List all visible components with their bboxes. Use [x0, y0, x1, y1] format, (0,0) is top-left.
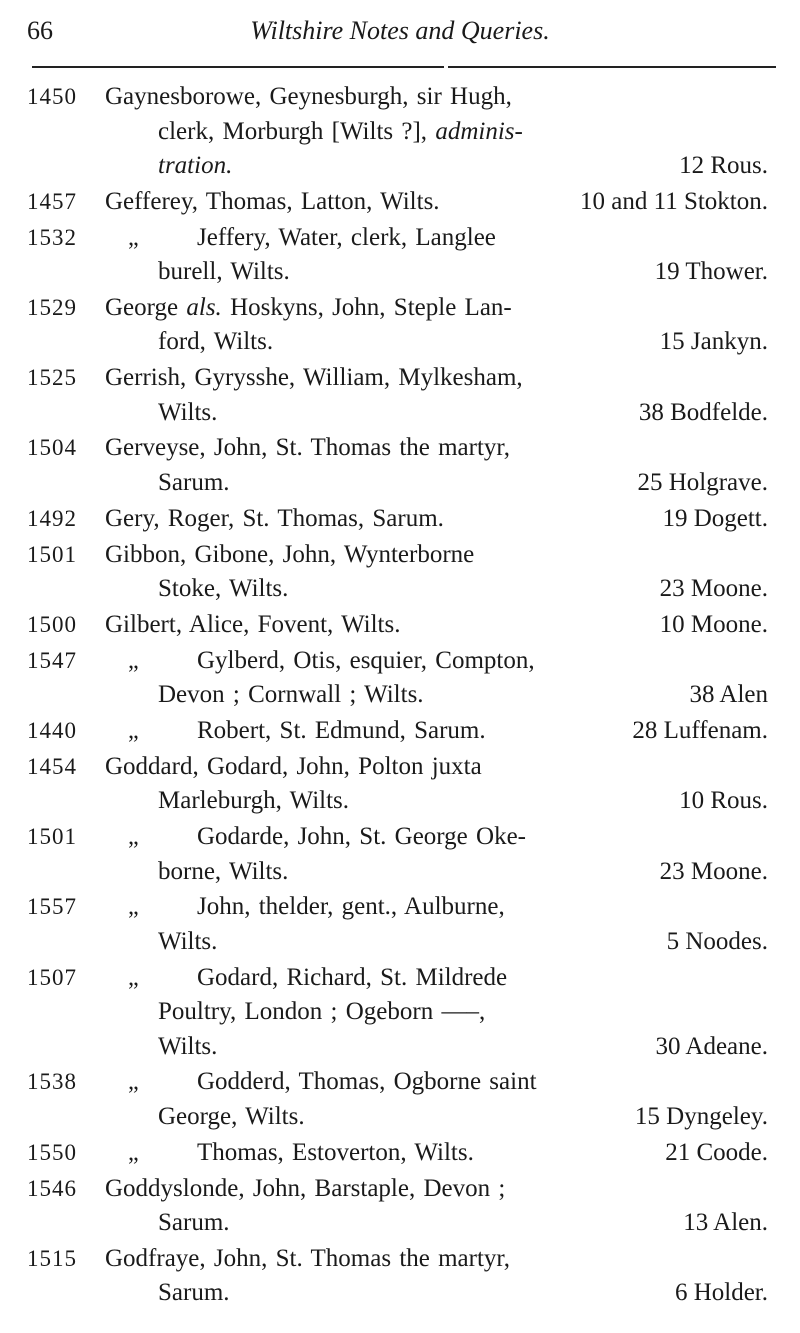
entry-year: 1529: [27, 294, 77, 320]
text-segment: Thomas, Estoverton, Wilts.: [197, 1138, 474, 1166]
entry-text: [105, 80, 512, 115]
list-item: [0, 291, 800, 360]
entry-line: [0, 714, 800, 749]
text-segment: Sarum.: [158, 1279, 230, 1307]
entry-year: 1500: [27, 611, 77, 637]
text-segment: Goddyslonde, John, Barstaple, Devon ;: [105, 1174, 506, 1202]
list-item: [0, 185, 800, 220]
entry-year: 1547: [27, 647, 77, 673]
entry-year: 1501: [27, 824, 77, 850]
entry-text: [158, 115, 523, 150]
list-item: [0, 1242, 800, 1311]
entry-text: [105, 502, 444, 537]
entry-line: [0, 644, 800, 679]
entry-line: [0, 185, 800, 220]
entry-text: [158, 855, 288, 890]
text-segment: Godderd, Thomas, Ogborne saint: [197, 1068, 537, 1096]
entry-line: [0, 538, 800, 573]
italic-text-segment: als.: [186, 293, 222, 321]
entry-year: 1550: [27, 1139, 77, 1165]
text-segment: Godarde, John, St. George Oke-: [197, 823, 526, 851]
entry-text: [105, 538, 474, 573]
will-entries-list: [0, 80, 800, 1312]
text-segment: Robert, St. Edmund, Sarum.: [197, 716, 486, 744]
entry-line: [0, 361, 800, 396]
register-reference: 15 Jankyn.: [659, 328, 768, 356]
entry-line: [0, 1136, 800, 1171]
register-reference: 15 Dyngeley.: [634, 1102, 768, 1130]
entry-year: 1504: [27, 435, 77, 461]
text-segment: Wilts.: [158, 927, 218, 955]
entry-year: 1492: [27, 505, 77, 531]
list-item: [0, 538, 800, 607]
entry-text: [105, 1172, 505, 1207]
text-segment: John, thelder, gent., Aulburne,: [197, 893, 505, 921]
entry-line: [0, 396, 800, 431]
text-segment: Gery, Roger, St. Thomas, Sarum.: [105, 504, 444, 532]
entry-line: [0, 149, 800, 184]
entry-year: 1525: [27, 365, 77, 391]
register-reference: 38 Bodfelde.: [638, 398, 768, 426]
list-item: [0, 820, 800, 889]
entry-line: [0, 890, 800, 925]
entry-line: [0, 466, 800, 501]
entry-text: [158, 572, 288, 607]
entry-year: 1515: [27, 1245, 77, 1271]
entry-text: [158, 1276, 230, 1311]
entry-line: [0, 325, 800, 360]
entry-text: [105, 185, 440, 220]
entry-line: [0, 750, 800, 785]
page-number: 66: [27, 16, 53, 45]
text-segment: ford, Wilts.: [158, 328, 274, 356]
entry-line: [0, 925, 800, 960]
entry-year: 1501: [27, 541, 77, 567]
entry-line: [0, 1030, 800, 1065]
list-item: [0, 80, 800, 184]
entry-year: 1440: [27, 717, 77, 743]
entry-text: [158, 396, 217, 431]
register-reference: 10 and 11 Stokton.: [580, 187, 768, 215]
list-item: [0, 714, 800, 749]
entry-line: [0, 1065, 800, 1100]
list-item: [0, 890, 800, 959]
entry-text: [158, 784, 349, 819]
text-segment: Gylberd, Otis, esquier, Compton,: [197, 646, 535, 674]
entry-text: [158, 1030, 217, 1065]
ditto-mark: „: [128, 717, 139, 744]
text-segment: Wilts.: [158, 398, 218, 426]
entry-line: [0, 820, 800, 855]
entry-line: [0, 255, 800, 290]
register-reference: 19 Thower.: [654, 258, 768, 286]
ditto-mark: „: [128, 824, 139, 851]
entry-line: [0, 855, 800, 890]
list-item: [0, 1136, 800, 1171]
header-rule-left: [32, 66, 444, 68]
text-segment: George, Wilts.: [158, 1102, 305, 1130]
entry-line: [0, 784, 800, 819]
text-segment: Gefferey, Thomas, Latton, Wilts.: [105, 187, 440, 215]
register-reference: 38 Alen: [689, 681, 768, 709]
entry-text: [158, 325, 273, 360]
register-reference: 21 Coode.: [665, 1138, 768, 1166]
entry-line: [0, 678, 800, 713]
text-segment: Jeffery, Water, clerk, Langlee: [197, 223, 496, 251]
text-segment: Gerveyse, John, St. Thomas the martyr,: [105, 434, 510, 462]
entry-text: [158, 149, 232, 184]
ditto-mark: „: [128, 647, 139, 674]
entry-line: [0, 291, 800, 326]
text-segment: Godfraye, John, St. Thomas the martyr,: [105, 1244, 510, 1272]
register-reference: 12 Rous.: [679, 152, 768, 179]
entry-line: [0, 608, 800, 643]
text-segment: Godard, Richard, St. Mildrede: [197, 963, 508, 991]
text-segment: Devon ; Cornwall ; Wilts.: [158, 681, 424, 709]
register-reference: 19 Dogett.: [662, 504, 768, 532]
list-item: [0, 644, 800, 713]
entry-line: [0, 995, 800, 1030]
list-item: [0, 431, 800, 500]
entry-text: [105, 291, 512, 326]
entry-text: [197, 890, 505, 925]
text-segment: burell, Wilts.: [158, 258, 290, 286]
entry-line: [0, 572, 800, 607]
entry-line: [0, 1206, 800, 1241]
entry-line: [0, 1172, 800, 1207]
entry-text: [105, 431, 510, 466]
list-item: [0, 1065, 800, 1134]
entry-line: [0, 502, 800, 537]
entry-year: 1546: [27, 1175, 77, 1201]
entry-text: [105, 608, 400, 643]
text-segment: borne, Wilts.: [158, 857, 289, 885]
entry-text: [158, 255, 290, 290]
ditto-mark: „: [128, 894, 139, 921]
entry-text: [197, 1065, 537, 1100]
entry-line: [0, 80, 800, 115]
entry-text: [158, 678, 424, 713]
text-segment: Sarum.: [158, 468, 230, 496]
entry-year: 1450: [27, 84, 77, 109]
list-item: [0, 961, 800, 1065]
text-segment: Gilbert, Alice, Fovent, Wilts.: [105, 610, 401, 638]
text-segment: Sarum.: [158, 1209, 230, 1237]
entry-text: [197, 221, 496, 256]
entry-year: 1538: [27, 1069, 77, 1095]
list-item: [0, 502, 800, 537]
text-segment: Stoke, Wilts.: [158, 575, 289, 603]
ditto-mark: „: [128, 964, 139, 991]
list-item: [0, 361, 800, 430]
entry-text: [197, 1136, 474, 1171]
ditto-mark: „: [128, 1069, 139, 1096]
register-reference: 13 Alen.: [683, 1209, 768, 1237]
text-segment: Hoskyns, John, Steple Lan-: [221, 293, 512, 321]
entry-year: 1532: [27, 224, 77, 250]
text-segment: clerk, Morburgh [Wilts ?],: [158, 117, 436, 145]
entry-text: [105, 750, 482, 785]
register-reference: 30 Adeane.: [655, 1032, 768, 1060]
register-reference: 23 Moone.: [659, 575, 768, 603]
entry-text: [158, 995, 485, 1030]
ditto-mark: „: [128, 1139, 139, 1166]
text-segment: Gibbon, Gibone, John, Wynterborne: [105, 540, 475, 568]
entry-year: 1457: [27, 188, 77, 214]
register-reference: 10 Moone.: [659, 610, 768, 638]
entry-text: [158, 925, 217, 960]
entry-text: [197, 714, 486, 749]
header-rule-right: [448, 66, 776, 68]
text-segment: Gaynesborowe, Geynesburgh, sir Hugh,: [105, 83, 512, 110]
list-item: [0, 750, 800, 819]
text-segment: Gerrish, Gyrysshe, William, Mylkesham,: [105, 364, 523, 392]
register-reference: 25 Holgrave.: [637, 468, 768, 496]
italic-text-segment: tration.: [158, 152, 233, 179]
register-reference: 6 Holder.: [674, 1279, 768, 1307]
entry-text: [158, 466, 230, 501]
entry-line: [0, 1242, 800, 1277]
italic-text-segment: adminis-: [435, 117, 523, 145]
text-segment: Goddard, Godard, John, Polton juxta: [105, 752, 482, 780]
entry-text: [197, 820, 526, 855]
register-reference: 5 Noodes.: [666, 927, 768, 955]
entry-line: [0, 1100, 800, 1135]
entry-text: [197, 961, 507, 996]
text-segment: Poultry, London ; Ogeborn —–,: [158, 998, 486, 1026]
entry-line: [0, 1276, 800, 1311]
entry-line: [0, 115, 800, 150]
entry-line: [0, 961, 800, 996]
entry-line: [0, 221, 800, 256]
ditto-mark: „: [128, 224, 139, 251]
list-item: [0, 221, 800, 290]
entry-text: [105, 1242, 510, 1277]
register-reference: 23 Moone.: [659, 857, 768, 885]
text-segment: George: [105, 293, 187, 321]
entry-text: [105, 361, 523, 396]
entry-text: [158, 1100, 305, 1135]
entry-line: [0, 431, 800, 466]
entry-year: 1454: [27, 753, 77, 779]
running-header: [0, 14, 800, 54]
register-reference: 10 Rous.: [679, 787, 768, 815]
register-reference: 28 Luffenam.: [632, 716, 768, 744]
entry-year: 1557: [27, 894, 77, 920]
entry-year: 1507: [27, 964, 77, 990]
text-segment: Wilts.: [158, 1032, 218, 1060]
entry-text: [158, 1206, 230, 1241]
list-item: [0, 608, 800, 643]
list-item: [0, 1172, 800, 1241]
running-title: Wiltshire Notes and Queries.: [250, 16, 550, 45]
text-segment: Marleburgh, Wilts.: [158, 787, 350, 815]
entry-text: [197, 644, 535, 679]
